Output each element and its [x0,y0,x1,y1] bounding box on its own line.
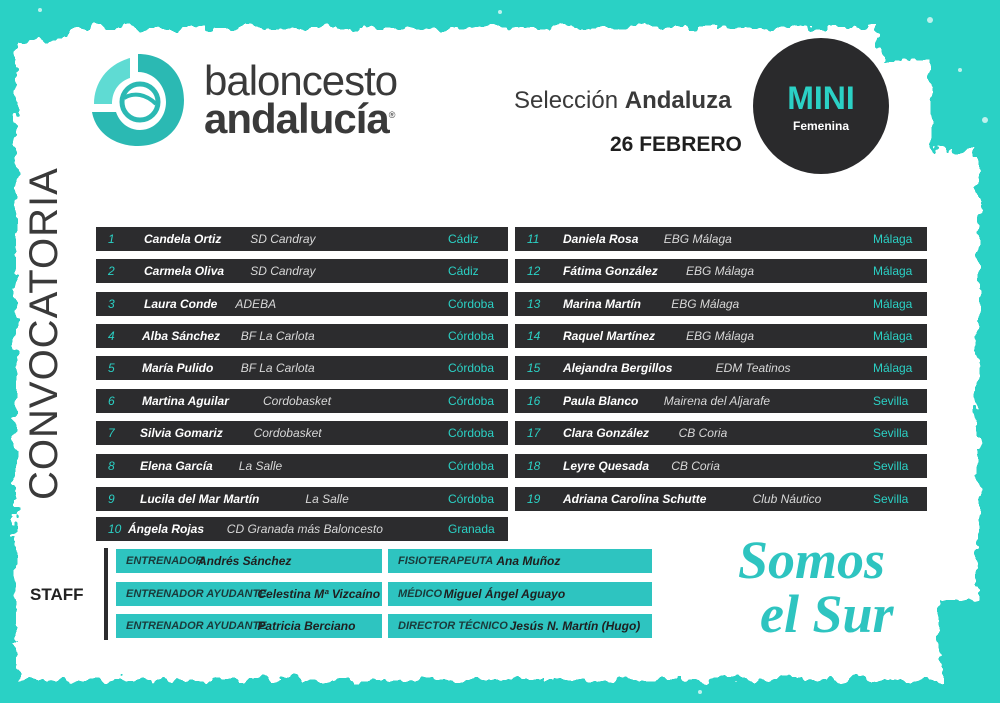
player-city: Málaga [873,297,913,311]
player-row [96,356,508,380]
player-club: BF La Carlota [240,329,315,343]
staff-divider [104,548,108,640]
player-name: Alejandra Bergillos [563,361,673,375]
player-city: Córdoba [448,329,495,343]
player-city: Córdoba [448,297,495,311]
player-name: Raquel Martínez [563,329,656,343]
player-club: Mairena del Aljarafe [663,394,771,408]
player-city: Córdoba [448,426,495,440]
staff-member [388,614,652,638]
player-name: Silvia Gomariz [140,426,223,440]
player-city: Málaga [873,329,913,343]
player-num: 14 [527,329,541,343]
staff-member [388,582,652,606]
player-name: Ángela Rojas [128,522,205,536]
staff-member [116,614,382,638]
player-club: CD Granada más Baloncesto [226,522,383,536]
player-city: Córdoba [448,492,495,506]
player-club: EBG Málaga [663,232,732,246]
player-name: Elena García [140,459,213,473]
staff-name: Andrés Sánchez [198,554,292,568]
player-name: Carmela Oliva [144,264,225,278]
player-club: Cordobasket [263,394,332,408]
player-row [515,356,927,380]
staff-name: Miguel Ángel Aguayo [443,587,566,601]
staff-member [116,582,382,606]
player-club: BF La Carlota [240,361,315,375]
logo-line1: baloncesto [204,57,398,104]
player-club: EBG Málaga [686,264,755,278]
player-city: Sevilla [873,492,909,506]
player-city: Córdoba [448,459,495,473]
player-num: 1 [108,232,115,246]
logo-line2: andalucía® [204,95,395,142]
player-club: CB Coria [671,459,720,473]
player-name: Leyre Quesada [563,459,650,473]
player-row [515,292,927,316]
player-name: Clara González [563,426,650,440]
basketball-logo-icon [86,48,190,152]
slogan-line1: Somos [738,530,886,590]
player-row [515,227,927,251]
player-city: Cádiz [448,232,479,246]
player-club: EBG Málaga [671,297,740,311]
player-num: 15 [527,361,541,375]
player-row [515,487,927,511]
player-num: 10 [108,522,122,536]
player-num: 19 [527,492,541,506]
player-city: Sevilla [873,459,909,473]
player-club: Cordobasket [253,426,322,440]
player-num: 8 [108,459,115,473]
player-row [515,389,927,413]
staff-role: MÉDICO [398,588,442,600]
player-num: 13 [527,297,541,311]
player-name: María Pulido [142,361,214,375]
staff-name: Celestina Mª Vizcaíno [257,587,381,601]
player-city: Córdoba [448,394,495,408]
player-num: 2 [108,264,115,278]
player-name: Candela Ortiz [144,232,222,246]
player-row [96,389,508,413]
player-city: Cádiz [448,264,479,278]
staff-role: ENTRENADOR [126,555,204,567]
player-row [96,421,508,445]
player-row [515,259,927,283]
player-num: 11 [527,232,540,246]
player-row [515,454,927,478]
somos-el-sur-logo [730,520,930,650]
staff-role: ENTRENADOR AYUDANTE [126,588,267,600]
player-num: 12 [527,264,541,278]
player-name: Laura Conde [144,297,218,311]
gender-label: Femenina [792,119,849,133]
player-city: Granada [448,522,495,536]
staff-name: Jesús N. Martín (Hugo) [509,619,641,633]
player-club: ADEBA [235,297,277,311]
staff-role: FISIOTERAPEUTA [398,555,494,567]
player-num: 7 [108,426,115,440]
player-city: Málaga [873,361,913,375]
player-city: Córdoba [448,361,495,375]
player-num: 9 [108,492,115,506]
player-name: Adriana Carolina Schutte [563,492,707,506]
player-name: Fátima González [563,264,658,278]
selection-title: Selección Andaluza [514,87,732,114]
player-row [515,324,927,348]
player-name: Alba Sánchez [142,329,221,343]
slogan-line2: el Sur [760,584,894,644]
staff-label: STAFF [30,585,84,604]
player-club: CB Coria [678,426,728,440]
player-row [96,454,508,478]
player-city: Málaga [873,264,913,278]
player-row [96,292,508,316]
player-num: 4 [108,329,115,343]
player-num: 5 [108,361,115,375]
player-num: 3 [108,297,115,311]
player-name: Daniela Rosa [563,232,639,246]
player-num: 18 [527,459,541,473]
player-club: EBG Málaga [686,329,755,343]
player-city: Sevilla [873,394,909,408]
player-num: 6 [108,394,115,408]
staff-name: Ana Muñoz [496,554,561,568]
player-name: Martina Aguilar [142,394,229,408]
player-club: Club Náutico [752,492,822,506]
player-num: 17 [527,426,541,440]
player-club: La Salle [238,459,283,473]
category-badge [753,38,889,174]
player-row [96,487,508,511]
player-club: La Salle [305,492,349,506]
player-club: EDM Teatinos [715,361,791,375]
player-club: SD Candray [250,264,316,278]
player-row [96,227,508,251]
staff-member [388,549,652,573]
player-name: Paula Blanco [563,394,639,408]
player-name: Lucila del Mar Martín [140,492,260,506]
staff-role: ENTRENADOR AYUDANTE [126,620,267,632]
staff-role: DIRECTOR TÉCNICO [398,620,508,632]
player-row [96,259,508,283]
convocatoria-title: CONVOCATORIA [22,167,66,500]
player-num: 16 [527,394,541,408]
player-row [515,421,927,445]
player-city: Sevilla [873,426,909,440]
player-row [96,517,508,541]
staff-member [116,549,382,573]
logo-wordmark [204,57,398,142]
category-label: MINI [787,80,855,116]
player-row [96,324,508,348]
player-city: Málaga [873,232,913,246]
event-date: 26 FEBRERO [610,133,742,156]
player-name: Marina Martín [563,297,642,311]
staff-name: Patricia Berciano [257,619,356,633]
player-club: SD Candray [250,232,316,246]
